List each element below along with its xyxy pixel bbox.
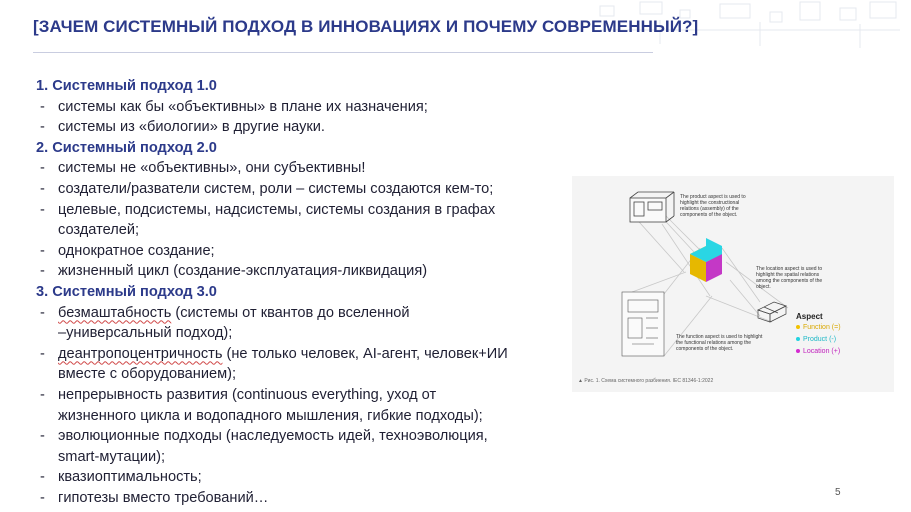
legend-dot	[796, 337, 800, 341]
bullet-item	[36, 344, 556, 365]
bullet-dash: -	[40, 180, 45, 197]
legend-item-location: Location (+)	[796, 348, 840, 355]
legend-item-product: Product (-)	[796, 336, 836, 343]
bullet-continuation	[36, 406, 556, 427]
function-aspect-caption: The function aspect is used to highlight the functional relations among the components of the object.	[676, 334, 763, 352]
line-text: безмаштабность (системы от квантов до вселенной	[58, 304, 410, 321]
line-text: 2. Системный подход 2.0	[36, 139, 217, 156]
line-text: –универсальный подход);	[58, 325, 233, 342]
line-text: жизненного цикла и водопадного мышления, гибкие подходы);	[58, 407, 483, 424]
line-text: деантропоцентричность (не только человек, AI-агент, человек+ИИ	[58, 345, 508, 362]
bullet-dash: -	[40, 345, 45, 362]
spellcheck-underline: безмаштабность	[58, 304, 172, 321]
line-text: гипотезы вместо требований…	[58, 489, 269, 506]
location-boxes	[758, 302, 786, 322]
section-heading	[36, 282, 556, 303]
bullet-item	[36, 97, 556, 118]
page-number: 5	[835, 487, 841, 498]
legend-title: Aspect	[796, 312, 823, 321]
bullet-item	[36, 426, 556, 447]
bullet-dash: -	[40, 469, 45, 486]
bullet-continuation	[36, 220, 556, 241]
slide-title: [ЗАЧЕМ СИСТЕМНЫЙ ПОДХОД В ИННОВАЦИЯХ И ПОЧЕМУ СОВРЕМЕННЫЙ?]	[33, 17, 699, 36]
line-text: непрерывность развития (continuous everything, уход от	[58, 386, 437, 403]
line-text: 3. Системный подход 3.0	[36, 283, 217, 300]
spellcheck-underline: деантропоцентричность	[58, 345, 223, 362]
bullet-item	[36, 241, 556, 262]
content-list	[36, 76, 556, 508]
line-text: целевые, подсистемы, надсистемы, системы создания в графах	[58, 201, 496, 218]
bullet-dash: -	[40, 98, 45, 115]
bullet-item	[36, 179, 556, 200]
bullet-dash: -	[40, 119, 45, 136]
bullet-dash: -	[40, 428, 45, 445]
legend-dot	[796, 349, 800, 353]
bullet-dash: -	[40, 263, 45, 280]
line-text: эволюционные подходы (наследуемость идей, техноэволюция,	[58, 428, 488, 445]
line-text: системы как бы «объективны» в плане их назначения;	[58, 98, 428, 115]
bullet-dash: -	[40, 242, 45, 259]
line-text: однократное создание;	[58, 242, 215, 259]
line-text: вместе с оборудованием);	[58, 366, 237, 383]
bullet-item	[36, 117, 556, 138]
system-aspects-figure	[572, 176, 894, 392]
bullet-item	[36, 488, 556, 509]
bullet-dash: -	[40, 160, 45, 177]
bullet-continuation	[36, 447, 556, 468]
line-text: системы не «объективны», они субъективны!	[58, 160, 366, 177]
section-heading	[36, 76, 556, 97]
bullet-dash: -	[40, 489, 45, 506]
product-aspect-caption: The product aspect is used to highlight the constructional relations (assembly) of the components of the object.	[680, 194, 746, 218]
section-heading	[36, 138, 556, 159]
bullet-item	[36, 200, 556, 221]
line-text: создателей;	[58, 222, 140, 239]
bullet-dash: -	[40, 386, 45, 403]
function-schematic	[622, 292, 664, 356]
bullet-dash: -	[40, 201, 45, 218]
figure-caption: ▲ Рис. 1. Схема системного разбиения. IEC 81346-1:2022	[578, 378, 714, 384]
legend-item-function: Function (=)	[796, 324, 841, 331]
bullet-dash: -	[40, 304, 45, 321]
bullet-item	[36, 385, 556, 406]
title-divider	[33, 52, 653, 53]
bullet-item	[36, 158, 556, 179]
bullet-item	[36, 467, 556, 488]
line-text: создатели/разватели систем, роли – системы создаются кем-то;	[58, 180, 494, 197]
line-text: квазиоптимальность;	[58, 469, 202, 486]
line-text: системы из «биологии» в другие науки.	[58, 119, 325, 136]
bullet-continuation	[36, 364, 556, 385]
line-text: жизненный цикл (создание-эксплуатация-ликвидация)	[58, 263, 428, 280]
line-text: smart-мутации);	[58, 448, 166, 465]
bullet-item	[36, 303, 556, 324]
line-text: 1. Системный подход 1.0	[36, 78, 217, 94]
bullet-item	[36, 261, 556, 282]
legend-dot	[796, 325, 800, 329]
bullet-continuation	[36, 323, 556, 344]
location-aspect-caption: The location aspect is used to highlight the spatial relations among the components of the object.	[756, 266, 823, 290]
